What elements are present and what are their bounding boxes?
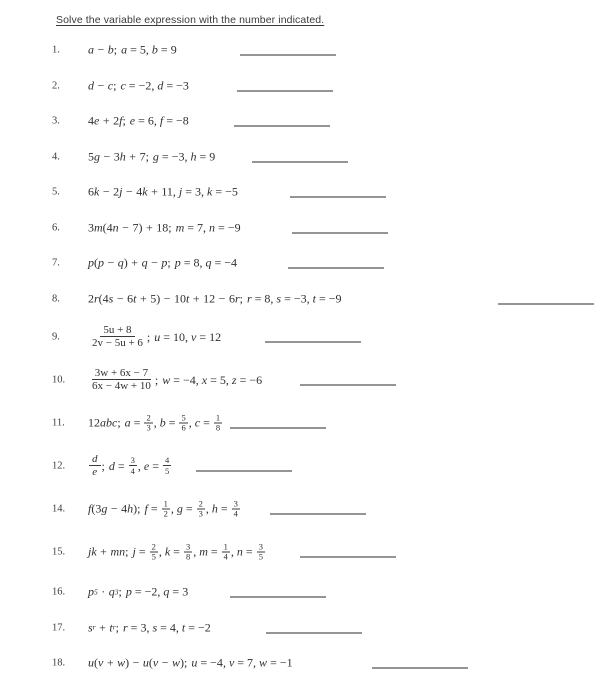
fraction — [197, 499, 205, 518]
value-u: 10 — [173, 329, 186, 344]
answer-blank[interactable] — [270, 504, 366, 515]
problem-row — [0, 322, 600, 352]
problem-number: 17. — [52, 622, 66, 633]
value-q: −4 — [224, 255, 238, 270]
fraction-denominator: 6 — [181, 422, 186, 433]
answer-blank[interactable] — [498, 293, 594, 304]
value-d: −3 — [176, 78, 189, 92]
value-v: 7 — [247, 655, 254, 670]
value-p: −2 — [144, 584, 158, 599]
fraction — [150, 542, 158, 561]
fraction-numerator: 1 — [215, 412, 221, 422]
problem-expression: 3 m (4 n − 7) + 18 ; m = 7 , n = −9 — [88, 220, 241, 234]
answer-blank[interactable] — [290, 187, 386, 198]
problem-expression: $\frac{3w + 6x - 7}{6x - 4w + 10}$ ; w = −4 , x = 5 , z = −6 — [88, 368, 262, 392]
problem-expression: $\frac{d}{e}$ ; d = $\frac{3}{4}$ , e = $\frac{4}{5}$ — [88, 454, 172, 478]
value-r: 3 — [140, 620, 147, 634]
fraction-numerator: 1 — [163, 498, 168, 508]
worksheet-instruction: Solve the variable expression with the number indicated. — [56, 14, 325, 26]
value-t: −2 — [198, 620, 211, 634]
answer-blank[interactable] — [300, 375, 396, 386]
fraction — [257, 542, 265, 561]
problem-number: 18. — [52, 657, 66, 669]
fraction — [222, 542, 230, 561]
problem-number: 5. — [52, 186, 60, 198]
answer-blank[interactable] — [196, 461, 292, 472]
value-a: 5 — [139, 42, 146, 57]
problem-expression: d − c ; c = −2 , d = −3 — [88, 78, 189, 92]
problem-number: 4. — [52, 151, 60, 162]
problem-number: 15. — [52, 546, 66, 558]
value-q: 3 — [182, 584, 189, 599]
problem-expression: 2 r (4 s − 6 t + 5) − 10 t + 12 − 6 r ; r = 8 , s = −3 , t = −9 — [88, 291, 342, 305]
problem-row — [0, 494, 600, 524]
problem-expression: p ( p − q ) + q − p ; p = 8 , q = −4 — [88, 255, 238, 270]
value-b: 9 — [170, 42, 177, 57]
problem-number: 12. — [52, 460, 66, 472]
fraction — [144, 413, 152, 432]
answer-blank[interactable] — [230, 418, 326, 429]
problem-row — [0, 451, 600, 481]
problem-expression: 5 g − 3 h + 7 ; g = −3 , h = 9 — [88, 149, 216, 163]
problem-row — [0, 180, 600, 204]
value-j: 3 — [195, 184, 202, 199]
value-c: −2 — [138, 78, 152, 92]
fraction — [89, 368, 154, 392]
answer-blank[interactable] — [237, 80, 333, 91]
fraction-numerator: 1 — [223, 541, 228, 551]
fraction-numerator: 3 — [233, 498, 238, 508]
value-w: −1 — [279, 655, 293, 670]
fraction-denominator: 4 — [223, 551, 228, 562]
fraction-denominator: 8 — [185, 551, 191, 562]
problem-row — [0, 145, 600, 169]
answer-blank[interactable] — [240, 45, 336, 56]
value-x: 5 — [219, 372, 226, 387]
problem-expression: s r + t r ; r = 3 , s = 4 , t = −2 — [88, 620, 211, 634]
problem-row — [0, 74, 600, 98]
fraction-denominator: 8 — [215, 422, 221, 433]
fraction-denominator: 5 — [164, 465, 170, 476]
fraction — [214, 413, 222, 432]
problem-expression: jk + mn ; j = $\frac{2}{5}$ , k = $\frac{3}{8}$ , m = $\frac{1}{4}$ , n = $\frac{3}{5}$ — [88, 541, 263, 562]
fraction-denominator: 5 — [258, 551, 263, 562]
value-p: 8 — [193, 255, 200, 270]
value-n: −9 — [227, 220, 241, 234]
problem-number: 16. — [52, 586, 66, 598]
fraction-numerator: d — [89, 454, 101, 467]
fraction-denominator: 4 — [233, 508, 238, 519]
problem-expression: f (3 g − 4 h ) ; f = $\frac{1}{2}$ , g = $\frac{2}{3}$ , h = $\frac{3}{4}$ — [88, 498, 238, 519]
problem-row — [0, 580, 600, 604]
fraction-denominator: 2v − 5u + 6 — [92, 336, 143, 349]
problem-row — [0, 216, 600, 240]
problem-expression: 12 abc ; a = $\frac{2}{3}$ , b = $\frac{5}{6}$ , c = $\frac{1}{8}$ — [88, 412, 221, 433]
answer-blank[interactable] — [266, 622, 362, 633]
value-h: 9 — [209, 149, 216, 163]
answer-blank[interactable] — [234, 116, 330, 127]
problem-number: 14. — [52, 503, 66, 515]
problem-row — [0, 651, 600, 675]
problem-expression: p 5 · q 3 ; p = −2 , q = 3 — [88, 584, 189, 599]
value-s: 4 — [169, 620, 176, 634]
fraction-numerator: 3 — [185, 541, 191, 551]
fraction — [89, 454, 101, 478]
problem-number: 9. — [52, 331, 60, 343]
problem-row — [0, 616, 600, 640]
problem-row — [0, 408, 600, 438]
problem-expression: a − b ; a = 5 , b = 9 — [88, 42, 177, 57]
value-t: −9 — [328, 291, 342, 305]
problem-expression: 6 k − 2 j − 4 k + 11 , j = 3 , k = −5 — [88, 184, 238, 199]
answer-blank[interactable] — [230, 587, 326, 598]
fraction-denominator: 6x − 4w + 10 — [92, 379, 151, 392]
problem-expression: u ( v + w ) − u ( v − w ) ; u = −4 , v = 7 , w = −1 — [88, 655, 293, 670]
fraction-denominator: e — [92, 465, 98, 478]
problem-number: 1. — [52, 44, 60, 56]
problem-number: 7. — [52, 257, 60, 269]
problem-list — [0, 38, 600, 687]
value-z: −6 — [249, 372, 263, 387]
value-g: −3 — [171, 149, 185, 163]
fraction-numerator: 2 — [146, 412, 151, 422]
value-f: −8 — [176, 113, 189, 128]
answer-blank[interactable] — [252, 151, 348, 162]
value-u: −4 — [210, 655, 223, 670]
fraction-numerator: 5u + 8 — [100, 325, 134, 338]
problem-number: 10. — [52, 374, 66, 386]
value-m: 7 — [197, 220, 204, 234]
fraction — [162, 499, 170, 518]
problem-row — [0, 365, 600, 395]
fraction-denominator: 5 — [151, 551, 156, 562]
value-w: −4 — [183, 372, 196, 387]
problem-number: 2. — [52, 80, 60, 91]
fraction-denominator: 2 — [163, 508, 168, 519]
answer-blank[interactable] — [265, 332, 361, 343]
fraction-numerator: 5 — [181, 412, 186, 422]
fraction-numerator: 2 — [198, 498, 203, 508]
fraction — [179, 413, 187, 432]
fraction — [184, 542, 192, 561]
problem-expression: 4 e + 2 f ; e = 6 , f = −8 — [88, 113, 189, 128]
fraction-numerator: 3 — [130, 455, 135, 465]
problem-expression: $\frac{5u + 8}{2v - 5u + 6}$ ; u = 10 , v = 12 — [88, 325, 221, 349]
value-r: 8 — [264, 291, 271, 305]
problem-number: 11. — [52, 417, 65, 429]
answer-blank[interactable] — [300, 547, 396, 558]
answer-blank[interactable] — [372, 658, 468, 669]
fraction-numerator: 2 — [151, 541, 156, 551]
fraction-denominator: 3 — [146, 422, 151, 433]
problem-row — [0, 287, 600, 311]
problem-row — [0, 109, 600, 133]
fraction-denominator: 3 — [198, 508, 203, 519]
answer-blank[interactable] — [288, 258, 384, 269]
fraction-numerator: 4 — [164, 455, 170, 465]
value-s: −3 — [293, 291, 307, 305]
fraction-denominator: 4 — [130, 465, 135, 476]
answer-blank[interactable] — [292, 222, 388, 233]
fraction — [89, 325, 146, 349]
value-e: 6 — [147, 113, 154, 128]
problem-number: 8. — [52, 293, 60, 304]
value-v: 12 — [209, 329, 222, 344]
problem-row — [0, 251, 600, 275]
fraction — [163, 456, 171, 475]
fraction-numerator: 3w + 6x − 7 — [92, 368, 151, 381]
problem-number: 3. — [52, 115, 60, 127]
fraction — [232, 499, 240, 518]
problem-row — [0, 537, 600, 567]
problem-number: 6. — [52, 222, 60, 233]
fraction — [129, 456, 137, 475]
problem-row — [0, 38, 600, 62]
value-k: −5 — [225, 184, 238, 199]
fraction-numerator: 3 — [258, 541, 263, 551]
